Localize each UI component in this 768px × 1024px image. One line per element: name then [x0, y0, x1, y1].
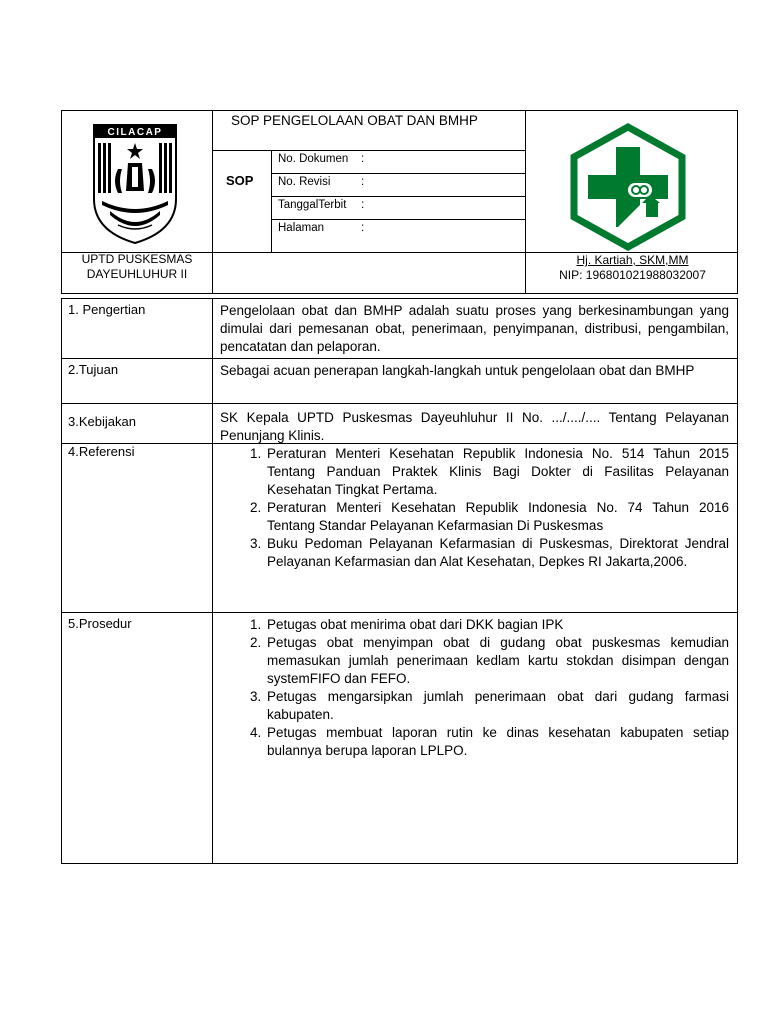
list-item: 1. Peraturan Menteri Kesehatan Republik Indonesia No. 514 Tahun 2015 Tentang Panduan Praktek Klinis Bagi Dokter di Fasilitas Pelayanan Kesehatan Tingkat Pertama. [265, 445, 729, 499]
signer-block [526, 253, 739, 283]
header-divider [212, 150, 525, 151]
field-colon: : [361, 222, 365, 234]
section-text: Sebagai acuan penerapan langkah-langkah untuk pengelolaan obat dan BMHP [220, 363, 695, 378]
field-no-revisi [278, 176, 365, 188]
list-item: 3. Buku Pedoman Pelayanan Kefarmasian di Puskesmas, Direktorat Jendral Pelayanan Kefarmasian dan Alat Kesehatan, Depkes RI Jakarta,2006. [265, 535, 729, 571]
section-row-kebijakan [61, 403, 738, 444]
section-row-pengertian [61, 298, 738, 359]
logo-lettering: CILACAP [107, 127, 163, 138]
section-label: 1. Pengertian [68, 302, 146, 317]
field-label: TanggalTerbit [278, 199, 347, 211]
puskesmas-logo [568, 123, 688, 251]
field-label: Halaman [278, 222, 325, 234]
unit-name-line1: UPTD PUSKESMAS [81, 252, 193, 266]
header-divider [271, 196, 525, 197]
list-item: 3. Petugas mengarsipkan jumlah penerimaan obat dari gudang farmasi kabupaten. [265, 688, 729, 724]
field-colon: : [361, 199, 365, 211]
list-item: 1. Petugas obat menirima obat dari DKK bagian IPK [265, 616, 729, 634]
column-divider [212, 404, 213, 443]
list-item: 2. Petugas obat menyimpan obat di gudang obat puskesmas kemudian memasukan jumlah penerimaan kedlam kartu stokdan disimpan dengan systemFIFO dan FEFO. [265, 634, 729, 688]
unit-name-line2: DAYEUHLUHUR II [86, 267, 188, 281]
section-label: 2.Tujuan [68, 362, 119, 377]
field-colon: : [361, 153, 365, 165]
column-divider [212, 299, 213, 358]
unit-name [62, 252, 212, 282]
sop-label: SOP [226, 173, 254, 188]
cilacap-regency-logo [88, 121, 182, 245]
section-label: 4.Referensi [68, 444, 135, 459]
section-row-prosedur [61, 612, 738, 864]
list-item: 2. Peraturan Menteri Kesehatan Republik Indonesia No. 74 Tahun 2016 Tentang Standar Pelayanan Kefarmasian Di Puskesmas [265, 499, 729, 535]
header-divider [271, 173, 525, 174]
sop-header-table [61, 110, 738, 294]
header-divider [271, 150, 272, 252]
section-list [220, 445, 729, 571]
document-title: SOP PENGELOLAAN OBAT DAN BMHP [231, 113, 478, 128]
column-divider [212, 444, 213, 612]
column-divider [212, 359, 213, 403]
header-divider [271, 219, 525, 220]
section-list [220, 616, 729, 760]
signer-nip: NIP: 196801021988032007 [559, 268, 706, 282]
field-no-dokumen [278, 153, 365, 165]
column-divider [212, 613, 213, 863]
section-text: Pengelolaan obat dan BMHP adalah suatu proses yang berkesinambungan yang dimulai dari pemesanan obat, penerimaan, penyimpanan, distribusi, pengambilan, pencatatan dan pelaporan. [220, 303, 729, 354]
section-row-tujuan [61, 358, 738, 404]
header-divider [212, 111, 213, 293]
section-text: SK Kepala UPTD Puskesmas Dayeuhluhur II No. .../..../.... Tentang Pelayanan Penunjang Klinis. [220, 410, 729, 443]
list-item: 4. Petugas membuat laporan rutin ke dinas kesehatan kabupaten setiap bulannya berupa laporan LPLPO. [265, 724, 729, 760]
field-tanggal-terbit [278, 199, 365, 211]
field-halaman [278, 222, 365, 234]
section-row-referensi [61, 443, 738, 613]
field-label: No. Revisi [278, 176, 331, 188]
field-label: No. Dokumen [278, 153, 349, 165]
signer-name: Hj. Kartiah, SKM,MM [576, 253, 689, 267]
section-label: 5.Prosedur [68, 616, 132, 631]
field-colon: : [361, 176, 365, 188]
section-label: 3.Kebijakan [68, 414, 136, 429]
